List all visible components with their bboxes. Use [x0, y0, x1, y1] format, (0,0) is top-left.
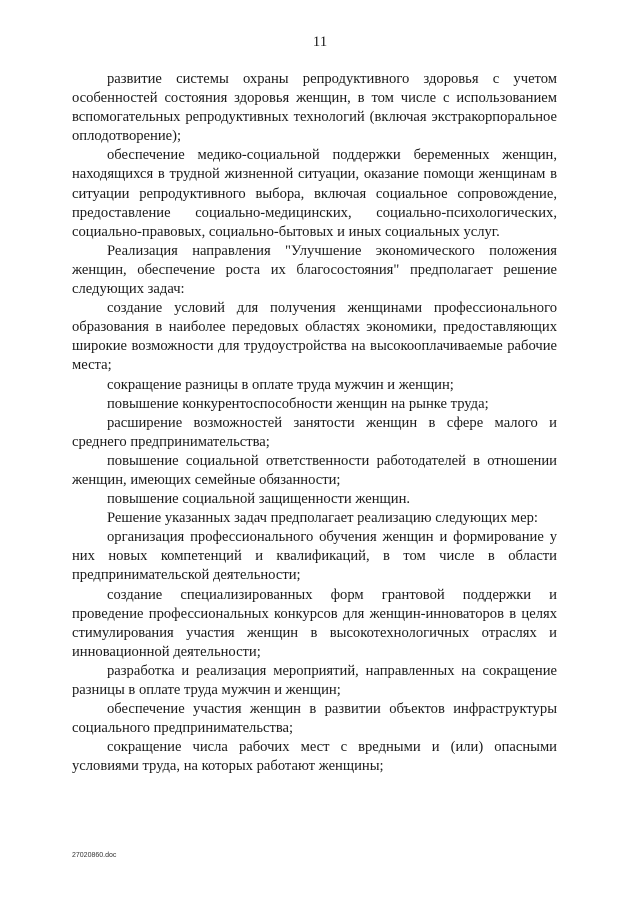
paragraph: развитие системы охраны репродуктивного здоровья с учетом особенностей состояния здоровья женщин, в том числе с использованием вспомогательных репродуктивных технологий (включая экстракорпоральное оплодотворение); — [72, 71, 557, 145]
document-file-code: 27020860.doc — [72, 852, 117, 859]
paragraph: расширение возможностей занятости женщин в сфере малого и среднего предпринимательства; — [72, 414, 557, 450]
paragraph: сокращение разницы в оплате труда мужчин и женщин; — [107, 376, 454, 393]
document-body — [72, 70, 557, 776]
paragraph: разработка и реализация мероприятий, направленных на сокращение разницы в оплате труда мужчин и женщин; — [72, 662, 557, 698]
paragraph: создание специализированных форм грантовой поддержки и проведение профессиональных конкурсов для женщин-инноваторов в целях стимулирования участия женщин в высокотехнологичных отраслях и инновационной деятельности; — [72, 586, 557, 660]
paragraph: повышение конкурентоспособности женщин на рынке труда; — [107, 395, 489, 412]
paragraph: обеспечение участия женщин в развитии объектов инфраструктуры социального предпринимательства; — [72, 701, 557, 737]
page-number: 11 — [312, 34, 328, 50]
paragraph: повышение социальной защищенности женщин. — [107, 491, 411, 508]
paragraph: Реализация направления "Улучшение экономического положения женщин, обеспечение роста их благосостояния" предполагает решение следующих задач: — [72, 242, 557, 298]
paragraph: организация профессионального обучения женщин и формирование у них новых компетенций и квалификаций, в том числе в области предпринимательской деятельности; — [72, 529, 557, 584]
paragraph: обеспечение медико-социальной поддержки беременных женщин, находящихся в трудной жизненной ситуации, оказание помощи женщинам в ситуации репродуктивного выбора, включая социальное сопровождение, предоставление социально-медицинских, социально-психологических, социально-правовых, социально-бытовых и иных социальных услуг. — [72, 147, 557, 240]
paragraph: создание условий для получения женщинами профессионального образования в наиболее передовых областях экономики, предоставляющих широкие возможности для трудоустройства на высокооплачиваемые рабочие места; — [72, 300, 557, 374]
paragraph: Решение указанных задач предполагает реализацию следующих мер: — [107, 510, 538, 527]
paragraph: повышение социальной ответственности работодателей в отношении женщин, имеющих семейные обязанности; — [72, 452, 557, 488]
paragraph: сокращение числа рабочих мест с вредными и (или) опасными условиями труда, на которых работают женщины; — [72, 739, 557, 775]
